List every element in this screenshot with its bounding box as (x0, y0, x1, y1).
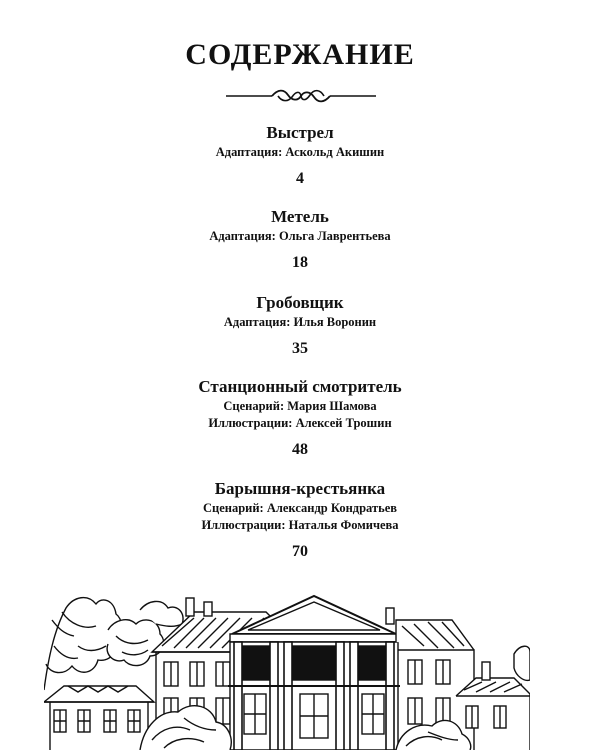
toc-entry-metel (0, 206, 600, 273)
page-title: СОДЕРЖАНИЕ (185, 38, 415, 71)
entry-page-number: 4 (296, 170, 304, 187)
toc-entry-baryshnya-krestyanka (0, 478, 600, 562)
entry-page-number: 18 (292, 254, 308, 271)
ornament-divider (226, 86, 376, 106)
entry-page-number: 35 (292, 340, 308, 357)
entry-credit: Сценарий: Александр Кондратьев (202, 501, 398, 515)
entry-page-number: 48 (292, 441, 308, 458)
entry-credit: Сценарий: Мария Шамова (223, 399, 377, 413)
entry-title: Выстрел (266, 123, 334, 142)
entry-credit: Адаптация: Аскольд Акишин (215, 145, 385, 159)
entry-title: Гробовщик (256, 293, 344, 312)
toc-entry-vystrel (0, 122, 600, 189)
entry-credit: Адаптация: Илья Воронин (223, 315, 377, 329)
entry-title: Барышня-крестьянка (214, 479, 386, 498)
entry-credit: Адаптация: Ольга Лаврентьева (209, 229, 391, 243)
manor-illustration (44, 590, 530, 750)
entry-page-number: 70 (292, 543, 308, 560)
entry-title: Станционный смотритель (198, 377, 402, 396)
entry-title: Метель (271, 207, 329, 226)
entry-credit: Иллюстрации: Алексей Трошин (208, 416, 392, 430)
entry-credit: Иллюстрации: Наталья Фомичева (201, 518, 399, 532)
toc-entry-stantsionny-smotritel (0, 376, 600, 460)
toc-entry-grobovshchik (0, 292, 600, 359)
